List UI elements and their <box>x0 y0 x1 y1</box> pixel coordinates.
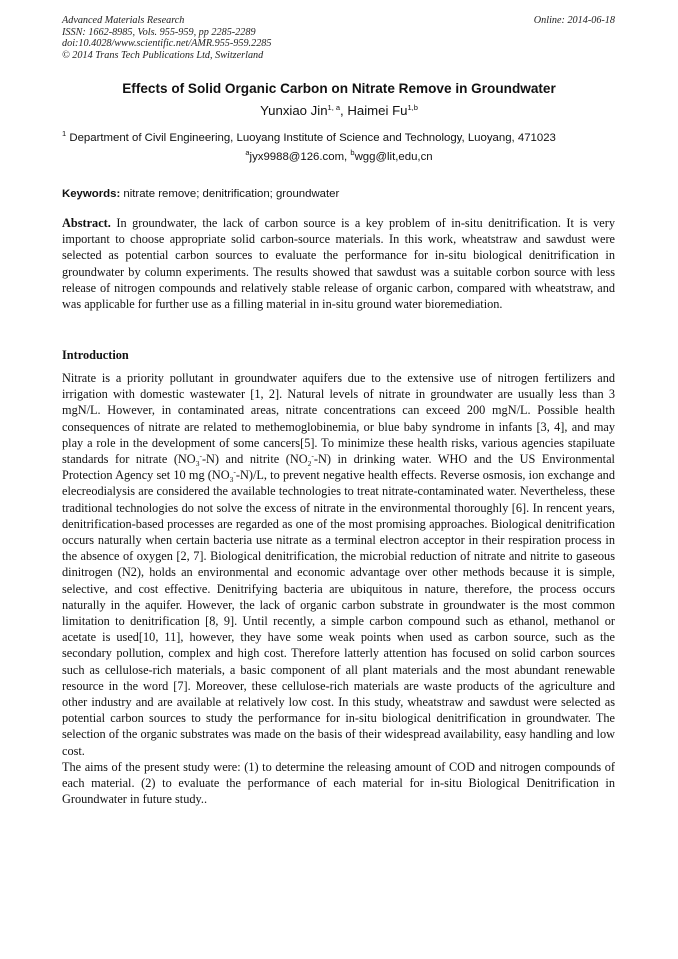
paragraph-text: -N) and nitrite (NO <box>201 452 308 467</box>
author-separator: , <box>340 103 348 118</box>
superscript: - <box>311 451 314 461</box>
subscript: 3 <box>195 459 200 469</box>
introduction-body <box>62 370 615 807</box>
subscript: 3 <box>229 475 234 485</box>
paragraph-text: -N) in drinking water. WHO and the US Environmental Protection Agency set 10 mg (NO <box>62 452 615 483</box>
journal-header <box>62 15 482 61</box>
affiliation-text: Department of Civil Engineering, Luoyang Institute of Science and Technology, Luoyang, 471023 <box>66 132 556 144</box>
author-1-name: Yunxiao Jin <box>260 103 328 118</box>
journal-copyright: © 2014 Trans Tech Publications Ltd, Switzerland <box>62 49 264 61</box>
author-2-name: Haimei Fu <box>347 103 408 118</box>
keywords-text: nitrate remove; denitrification; groundwater <box>120 188 340 200</box>
author-2-affil-mark: 1,b <box>407 103 418 112</box>
paper-title: Effects of Solid Organic Carbon on Nitrate Remove in Groundwater <box>122 81 556 96</box>
superscript: - <box>199 451 202 461</box>
journal-name: Advanced Materials Research <box>62 15 185 26</box>
author-line <box>0 103 678 119</box>
email-b-mark: b <box>350 148 355 157</box>
journal-doi: doi:10.4028/www.scientific.net/AMR.955-959.2285 <box>62 38 272 50</box>
abstract-text: In groundwater, the lack of carbon source is a key problem of in-situ denitrification. It is very important to choose appropriate solid carbon-source materials. In this work, wheatstraw and sawdust were selected as potential carbon sources to evaluate the performance for in-situ biological denitrification in groundwater by column experiments. The results showed that sawdust was a suitable corbon source with less release of nitrogen compounds and relatively stable release of organic carbon, compared with wheatstraw, and was applicable for further use as a filling material in in-situ ground water bioremediation. <box>62 216 615 312</box>
paragraph-text: -N)/L, to prevent negative health effects. Reverse osmosis, ion exchange and elecreodialysis are considered the available technologies to treat nitrate-contaminated water. Nevertheless, these traditional technologies do not solve the excess of nitrate in the environmental thoroughly [6]. In rencent years, denitrification-based processes are regarded as one of the most promising approaches. Biological denitrification occurs naturally when certain bacteria use nitrate as a terminal electron acceptor in their respiration process in the absence of oxygen [2, 7]. Biological denitrification, the microbial reduction of nitrate and nitrite to gaseous dinitrogen (N2), holds an environmental and economic advantage over other methods because it is simple, selective, and cost effective. Denitrifying bacteria are ubiquitous in nature, therefore, the process occurs naturally in the aquifer. However, the lack of organic carbon substrate in groundwater is the most common limitation to denitrification [8, 9]. Until recently, a simple carbon compound such as ethanol, methanol or acetate is used[10, 11], however, they have some weak points when used as carbon source, such as the secondary pollution, complex and high cost. Therefore latterly attention has focused on solid carbon sources such as cellulose-rich materials, a basic component of all plant materials and the most abundant renewable resource in the word [7]. Moreover, these cellulose-rich materials are waste products of the agriculture and other industry and are available at relatively low cost. In this study, wheatstraw and sawdust were selected as potential carbon sources to study the performance for in-situ biological denitrification in groundwater. The selection of the organic substrates was made on the basis of their widespread availability, easy handling and low cost. <box>62 468 615 758</box>
keywords-label: Keywords: <box>62 188 121 200</box>
abstract-label: Abstract. <box>62 216 111 230</box>
subscript: 2 <box>307 459 312 469</box>
online-date: Online: 2014-06-18 <box>533 15 615 26</box>
author-1-affil-mark: 1, a <box>327 103 341 112</box>
affiliation-mark: 1 <box>62 129 67 138</box>
email-a-mark: a <box>245 148 250 157</box>
email-a: jyx9988@126.com, <box>249 151 351 163</box>
email-b: wgg@lit,edu,cn <box>354 151 433 163</box>
section-heading-introduction: Introduction <box>62 348 129 362</box>
paragraph-text: Nitrate is a priority pollutant in groundwater aquifers due to the extensive use of nitrogen fertilizers and irrigation with domestic wastewater [1, 2]. Natural levels of nitrate in groundwater are usually less than 3 mgN/L. However, in contaminated areas, nitrate concentrations can exceed 200 mgN/L. Possible health consequences of nitrate are related to methemoglobinemia, or blue baby syndrome in infants [3, 4], and may play a role in the development of some cancers[5]. To minimize these health risks, various agencies stapiluate standards for nitrate (NO <box>62 371 615 467</box>
author-emails <box>0 150 678 164</box>
abstract <box>62 215 615 312</box>
paragraph <box>62 370 615 759</box>
keywords <box>62 187 622 201</box>
journal-issn: ISSN: 1662-8985, Vols. 955-959, pp 2285-2289 <box>62 26 256 38</box>
superscript: - <box>233 467 236 477</box>
paragraph: The aims of the present study were: (1) to determine the releasing amount of COD and nitrogen compounds of each material. (2) to evaluate the performance of each material for in-situ Biological Denitrification in Groundwater in future study.. <box>62 759 615 807</box>
affiliation <box>62 131 622 145</box>
